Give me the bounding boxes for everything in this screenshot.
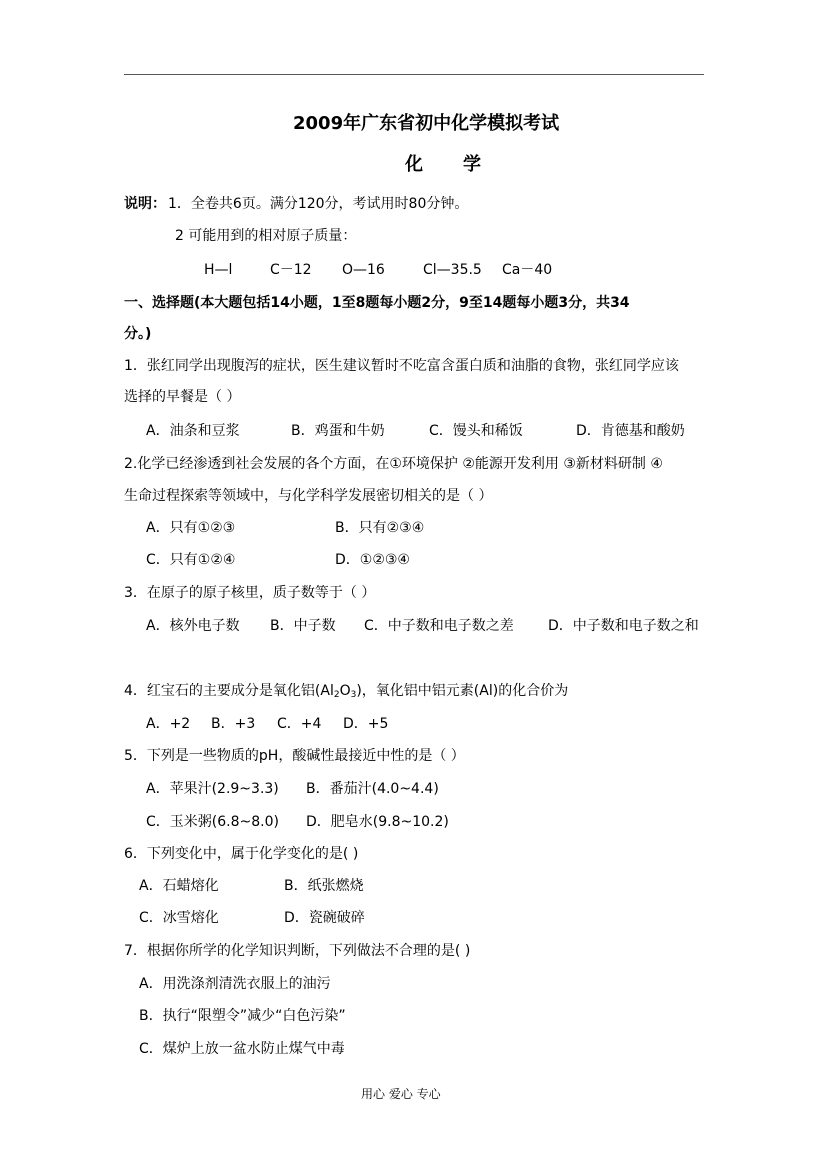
atomic-mass-ca: Ca－40	[502, 262, 553, 278]
question-4-option-d: D．+5	[343, 716, 389, 732]
question-6-option-b: B．纸张燃烧	[284, 878, 364, 894]
question-2-option-d: D．①②③④	[335, 552, 410, 568]
instruction-item-1: 1．全卷共6页。满分120分，考试用时80分钟。	[168, 196, 469, 212]
question-3-line-1: 3．在原子的原子核里，质子数等于（ ）	[124, 585, 376, 601]
question-6-option-a: A．石蜡熔化	[139, 878, 219, 894]
question-7-option-a: A．用洗涤剂清洗衣服上的油污	[139, 976, 331, 992]
question-4-option-a: A．+2	[146, 716, 191, 732]
question-1-option-b: B．鸡蛋和牛奶	[291, 423, 385, 439]
question-7-line-1: 7．根据你所学的化学知识判断，下列做法不合理的是( )	[124, 943, 471, 959]
subject-char-1: 化	[405, 154, 423, 175]
question-7-option-b: B．执行“限塑令”减少“白色污染”	[139, 1008, 346, 1024]
question-1-option-a: A．油条和豆浆	[146, 423, 240, 439]
header-rule	[124, 74, 704, 75]
instructions-label: 说明：	[124, 196, 166, 212]
exam-title: 2009年广东省初中化学模拟考试	[293, 113, 560, 134]
subscript-2: 2	[333, 690, 340, 700]
section-heading-line-1: 一、选择题(本大题包括14小题，1至8题每小题2分，9至14题每小题3分，共34	[124, 295, 630, 311]
question-3-option-a: A．核外电子数	[146, 618, 240, 634]
question-6-line-1: 6．下列变化中，属于化学变化的是( )	[124, 846, 359, 862]
page-footer: 用心 爱心 专心	[361, 1087, 441, 1101]
question-3-option-c: C．中子数和电子数之差	[364, 618, 514, 634]
question-2-option-b: B．只有②③④	[335, 520, 425, 536]
question-4-option-b: B．+3	[211, 716, 256, 732]
question-2-line-2: 生命过程探索等领域中，与化学科学发展密切相关的是（ ）	[124, 488, 493, 504]
question-4-option-c: C．+4	[277, 716, 322, 732]
instruction-item-2: 2 可能用到的相对原子质量：	[175, 228, 357, 244]
atomic-mass-c: C－12	[270, 262, 312, 278]
question-4-text-b: )，氧化铝中铝元素(Al)的化合价为	[356, 683, 569, 699]
question-4-text-a: 4．红宝石的主要成分是氧化铝(Al	[124, 683, 334, 699]
question-6-option-d: D．瓷碗破碎	[284, 910, 365, 926]
question-2-option-c: C．只有①②④	[146, 552, 236, 568]
atomic-mass-h: H—l	[204, 262, 233, 278]
subscript-3: 3	[350, 690, 357, 700]
question-2-option-a: A．只有①②③	[146, 520, 236, 536]
question-1-line-1: 1．张红同学出现腹泻的症状，医生建议暂时不吃富含蛋白质和油脂的食物，张红同学应该	[124, 358, 679, 374]
atomic-mass-o: O—16	[342, 262, 385, 278]
question-1-option-d: D．肯德基和酸奶	[576, 423, 685, 439]
question-5-option-d: D．肥皂水(9.8~10.2)	[306, 814, 449, 830]
atomic-mass-cl: Cl—35.5	[423, 262, 482, 278]
subject-char-2: 学	[463, 154, 481, 175]
section-heading-line-2: 分。)	[124, 326, 152, 342]
question-3-option-d: D．中子数和电子数之和	[548, 618, 699, 634]
question-5-option-b: B．番茄汁(4.0~4.4)	[306, 781, 439, 797]
question-1-line-2: 选择的早餐是（ ）	[124, 389, 241, 405]
question-6-option-c: C．冰雪熔化	[139, 910, 219, 926]
question-5-line-1: 5．下列是一些物质的pH，酸碱性最接近中性的是（ ）	[124, 748, 465, 764]
question-7-option-c: C．煤炉上放一盆水防止煤气中毒	[139, 1041, 345, 1057]
question-5-option-a: A．苹果汁(2.9~3.3)	[146, 781, 279, 797]
question-4-line-1	[124, 681, 568, 705]
question-2-line-1: 2.化学已经渗透到社会发展的各个方面，在①环境保护 ②能源开发利用 ③新材料研制 ④	[124, 456, 663, 472]
oxygen-symbol: O	[339, 683, 351, 699]
question-1-option-c: C．馒头和稀饭	[429, 423, 523, 439]
question-3-option-b: B．中子数	[270, 618, 336, 634]
question-5-option-c: C．玉米粥(6.8~8.0)	[146, 814, 279, 830]
